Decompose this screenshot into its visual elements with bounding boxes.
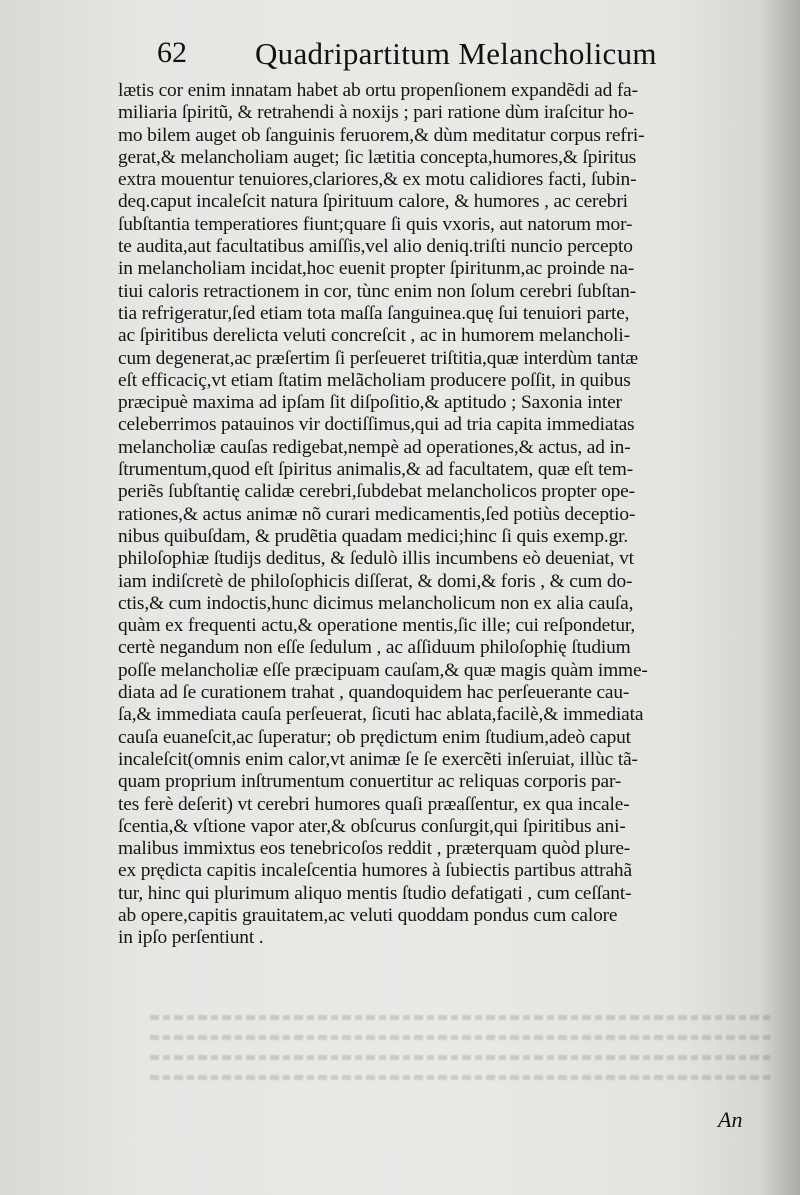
text-line: tia refrigeratur,ſed etiam tota maſſa ſanguinea.quę ſui tenuiori parte, — [118, 302, 630, 324]
text-line: cum degenerat,ac præſertim ſi perſeueret triſtitia,quæ interdùm tantæ — [118, 347, 639, 369]
text-line: extra mouentur tenuiores,clariores,& ex motu calidiores facti, ſubin- — [118, 169, 637, 191]
text-line: ſcentia,& vſtione vapor ater,& obſcurus conſurgit,qui ſpiritibus ani- — [118, 815, 626, 837]
text-line: poſſe melancholiæ eſſe præcipuam cauſam,& quæ magis quàm imme- — [118, 659, 648, 681]
text-line: præcipuè maxima ad ipſam ſit diſpoſitio,& aptitudo ; Saxonia inter — [118, 392, 622, 414]
text-line: ab opere,capitis grauitatem,ac veluti quoddam pondus cum calore — [118, 904, 618, 926]
text-line: ex prędicta capitis incaleſcentia humores à ſubiectis partibus attrahã — [118, 860, 632, 882]
text-line: tur, hinc qui plurimum aliquo mentis ſtudio defatigati , cum ceſſant- — [118, 882, 632, 904]
text-line: ac ſpiritibus derelicta veluti concreſcit , ac in humorem melancholi- — [118, 325, 630, 347]
text-line: cauſa euaneſcit,ac ſuperatur; ob prędictum enim ſtudium,adeò caput — [118, 726, 631, 748]
text-line: philoſophiæ ſtudijs deditus, & ſedulò illis incumbens eò deueniat, vt — [118, 548, 634, 570]
text-line: lætis cor enim innatam habet ab ortu propenſionem expandẽdi ad fa- — [118, 80, 638, 101]
text-line: melancholiæ cauſas redigebat,nempè ad operationes,& actus, ad in- — [118, 436, 631, 458]
text-line: in ipſo perſentiunt . — [118, 927, 264, 949]
text-line: diata ad ſe curationem trahat , quandoquidem hac perſeuerante cau- — [118, 682, 630, 704]
text-line: nibus quibuſdam, & prudẽtia quadam medici;hinc ſi quis exemp.gr. — [118, 525, 629, 547]
text-line: ſa,& immediata cauſa perſeuerat, ſicuti hac ablata,facilè,& immediata — [118, 704, 644, 726]
text-line: ſubſtantia temperatiores fiunt;quare ſi quis vxoris, aut natorum mor- — [118, 213, 633, 235]
text-line: tes ferè deſerit) vt cerebri humores quaſi præaſſentur, ex qua incale- — [118, 793, 630, 815]
text-line: malibus immixtus eos tenebricoſos reddit , præterquam quòd plure- — [118, 838, 631, 860]
text-line: in melancholiam incidat,hoc euenit propter ſpiritunm,ac proinde na- — [118, 258, 635, 280]
show-through-text — [150, 1000, 770, 1110]
text-line: periẽs ſubſtantię calidæ cerebri,ſubdebat melancholicos propter ope- — [118, 481, 635, 503]
text-line: ſtrumentum,quod eſt ſpiritus animalis,& ad facultatem, quæ eſt tem- — [118, 459, 634, 481]
text-line: quam proprium inſtrumentum conuertitur ac reliquas corporis par- — [118, 771, 622, 793]
text-line: certè negandum non eſſe ſedulum , ac aſſiduum philoſophię ſtudium — [118, 637, 631, 659]
text-line: celeberrimos patauinos vir doctiſſimus,qui ad tria capita immediatas — [118, 414, 635, 436]
text-line: mo bilem auget ob ſanguinis feruorem,& dùm meditatur corpus refri- — [118, 124, 645, 146]
text-line: incaleſcit(omnis enim calor,vt animæ ſe ſe exercẽti inſeruiat, illùc tã- — [118, 748, 638, 770]
text-line: rationes,& actus animæ nõ curari medicamentis,ſed potiùs deceptio- — [118, 503, 636, 525]
text-line: deq.caput incaleſcit natura ſpirituum calore, & humores , ac cerebri — [118, 191, 628, 213]
text-line: tiui caloris retractionem in cor, tùnc enim non ſolum cerebri ſubſtan- — [118, 280, 637, 302]
catchword: An — [718, 1107, 743, 1132]
text-line: eſt efficaciç,vt etiam ſtatim melãcholiam producere poſſit, in quibus — [118, 369, 631, 391]
text-line: miliaria ſpiritũ, & retrahendi à noxijs ; pari ratione dùm iraſcitur ho- — [118, 102, 634, 124]
body-text — [118, 80, 768, 950]
page-number: 62 — [157, 36, 187, 69]
text-line: quàm ex frequenti actu,& operatione mentis,ſic ille; cui reſpondetur, — [118, 615, 636, 637]
text-line: iam indiſcretè de philoſophicis diſſerat, & domi,& foris , & cum do- — [118, 570, 633, 592]
text-line: ctis,& cum indoctis,hunc dicimus melancholicum non ex alia cauſa, — [118, 592, 634, 614]
text-line: te audita,aut facultatibus amiſſis,vel alio deniq.triſti nuncio percepto — [118, 236, 633, 258]
text-line: gerat,& melancholiam auget; ſic lætitia concepta,humores,& ſpiritus — [118, 146, 637, 168]
running-title: Quadripartitum Melancholicum — [255, 36, 657, 71]
